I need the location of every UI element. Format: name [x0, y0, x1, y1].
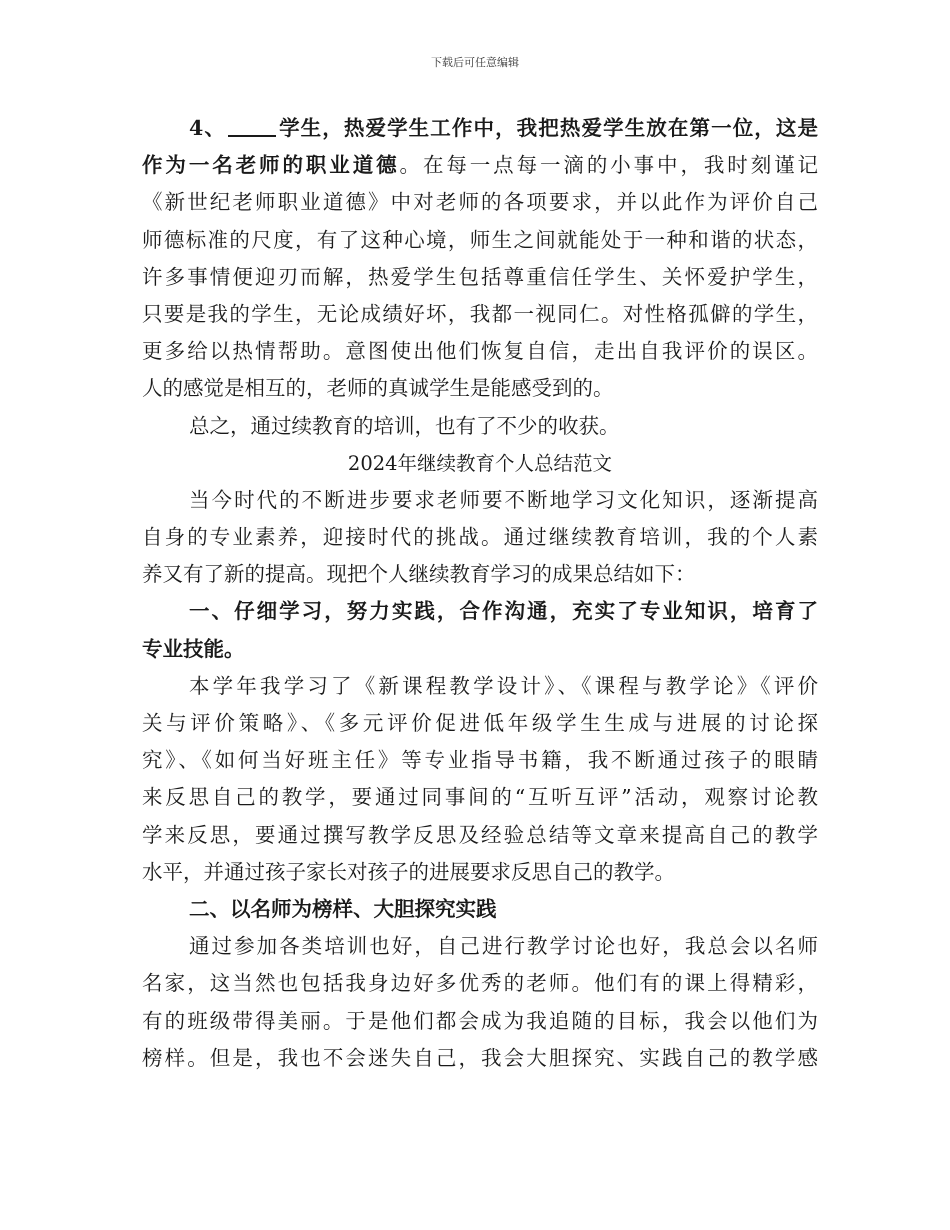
intro-line-3: 养又有了新的提高。现把个人继续教育学习的成果总结如下： [142, 562, 696, 587]
section-2-heading: 二、以名师为榜样、大胆探究实践 [189, 896, 497, 921]
paragraph-4-line-7: 更多给以热情帮助。意图使出他们恢复自信，走出自我评价的误区。 [142, 339, 818, 364]
section-1-line-1: 本学年我学习了《新课程教学设计》、《课程与教学论》《评价 [189, 673, 818, 698]
paragraph-4-line-6: 只要是我的学生，无论成绩好坏，我都一视同仁。对性格孤僻的学生， [142, 301, 818, 326]
fill-blank [228, 113, 276, 137]
section-2-line-1: 通过参加各类培训也好，自己进行教学讨论也好，我总会以名师 [189, 934, 818, 959]
paragraph-4-line-1 [142, 110, 818, 147]
paragraph-4-line-5: 许多事情便迎刃而解，热爱学生包括尊重信任学生、关怀爱护学生， [142, 264, 818, 289]
intro-line-1: 当今时代的不断进步要求老师要不断地学习文化知识，逐渐提高 [189, 487, 818, 512]
paragraph-4-line-2 [142, 147, 818, 184]
intro-line-2: 自身的专业素养，迎接时代的挑战。通过继续教育培训，我的个人素 [142, 525, 818, 550]
section-1-line-4: 来反思自己的教学，要通过同事间的“互听互评”活动，观察讨论教 [142, 785, 818, 810]
section-2-line-2: 名家，这当然也包括我身边好多优秀的老师。他们有的课上得精彩， [142, 971, 818, 996]
paragraph-4-line-8: 人的感觉是相互的，老师的真诚学生是能感受到的。 [142, 376, 614, 401]
item-heading-text: 学生，热爱学生工作中，我把热爱学生放在第一位，这是 [277, 116, 818, 140]
item-text: 。在每一点每一滴的小事中，我时刻谨记 [399, 153, 818, 178]
section-1-line-6: 水平，并通过孩子家长对孩子的进展要求反思自己的教学。 [142, 859, 675, 884]
section-1-heading-line-1: 一、仔细学习，努力实践，合作沟通，充实了专业知识，培育了 [189, 599, 818, 624]
document-body [142, 110, 818, 1077]
section-1-line-2: 关与评价策略》、《多元评价促进低年级学生生成与进展的讨论探 [142, 711, 818, 735]
document-title: 2024年继续教育个人总结范文 [347, 451, 613, 475]
section-1-line-3: 究》、《如何当好班主任》等专业指导书籍，我不断通过孩子的眼睛 [142, 748, 818, 773]
section-2-line-3: 有的班级带得美丽。于是他们都会成为我追随的目标，我会以他们为 [142, 1008, 818, 1033]
conclusion-line: 总之，通过续教育的培训，也有了不少的收获。 [189, 413, 620, 438]
section-1-heading-line-2: 专业技能。 [142, 636, 245, 661]
page-header: 下载后可任意编辑 [431, 56, 519, 69]
item-heading-end: 作为一名老师的职业道德 [142, 153, 400, 178]
paragraph-4-line-3: 《新世纪老师职业道德》中对老师的各项要求，并以此作为评价自己 [142, 190, 818, 215]
paragraph-4-line-4: 师德标准的尺度，有了这种心境，师生之间就能处于一种和谐的状态， [142, 227, 818, 252]
section-2-line-4: 榜样。但是，我也不会迷失自己，我会大胆探究、实践自己的教学感 [142, 1045, 818, 1070]
section-1-line-5: 学来反思，要通过撰写教学反思及经验总结等文章来提高自己的教学 [142, 822, 818, 847]
item-number: 4、 [189, 116, 226, 140]
